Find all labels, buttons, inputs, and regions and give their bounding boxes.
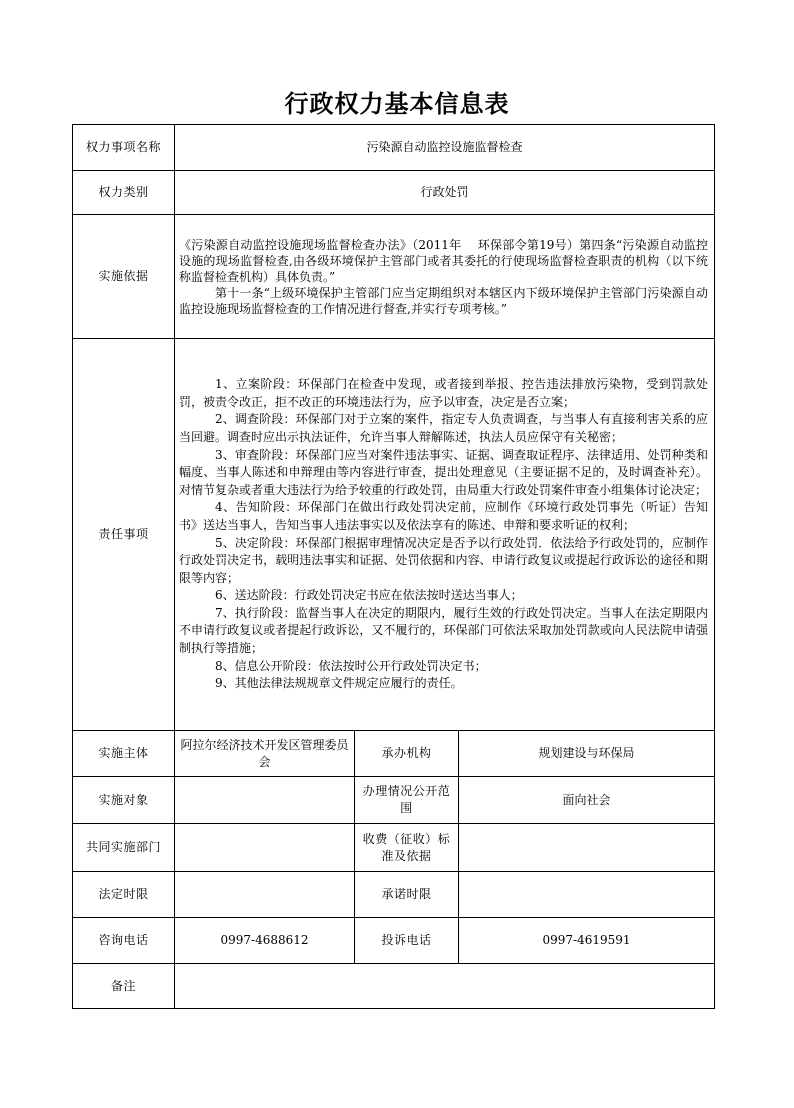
- duty-stage-5: 5、决定阶段：环保部门根据审理情况决定是否予以行政处罚．依法给予行政处罚的，应制作行政处罚决定书，载明违法事实和证据、处罚依据和内容、申请行政复议或提起行政诉讼的途径和期限等内容；: [179, 535, 709, 585]
- joint-departments-value: [175, 824, 355, 872]
- remarks-value: [175, 964, 715, 1009]
- promised-time-limit-value: [459, 872, 715, 918]
- fee-standard-label: 收费（征收）标准及依据: [355, 824, 459, 872]
- target-label: 实施对象: [73, 777, 175, 824]
- subject-value: 阿拉尔经济技术开发区管理委员会: [175, 731, 355, 777]
- target-value: [175, 777, 355, 824]
- duties-content: [175, 339, 715, 731]
- power-category-label: 权力类别: [73, 171, 175, 215]
- duty-stage-4: 4、告知阶段：环保部门在做出行政处罚决定前，应制作《环境行政处罚事先（听证）告知书》送达当事人，告知当事人违法事实以及依法享有的陈述、申辩和要求听证的权利；: [179, 500, 709, 532]
- row-time-limit: [73, 872, 715, 918]
- power-name-value: 污染源自动监控设施监督检查: [175, 125, 715, 171]
- complaint-phone-label: 投诉电话: [355, 918, 459, 964]
- duty-stage-2: 2、调查阶段：环保部门对于立案的案件，指定专人负责调查，与当事人有直接利害关系的应当回避。调查时应出示执法证件，允许当事人辩解陈述，执法人员应保守有关秘密；: [179, 412, 709, 444]
- row-power-name: [73, 125, 715, 171]
- row-joint: [73, 824, 715, 872]
- document-title: 行政权力基本信息表: [284, 89, 510, 118]
- duty-stage-8: 8、信息公开阶段：依法按时公开行政处罚决定书；: [215, 658, 487, 673]
- consult-phone-label: 咨询电话: [73, 918, 175, 964]
- duty-stage-3: 3、审查阶段：环保部门应当对案件违法事实、证据、调查取证程序、法律适用、处罚种类和幅度、当事人陈述和申辩理由等内容进行审查，提出处理意见（主要证据不足的，及时调查补充）。对情节复杂或者重大违法行为给予较重的行政处罚，由局重大行政处罚案件审查小组集体讨论决定；: [179, 447, 709, 497]
- info-table: [72, 124, 715, 1009]
- organizer-label: 承办机构: [355, 731, 459, 777]
- organizer-value: 规划建设与环保局: [459, 731, 715, 777]
- row-remarks: [73, 964, 715, 1009]
- power-name-label: 权力事项名称: [73, 125, 175, 171]
- joint-departments-label: 共同实施部门: [73, 824, 175, 872]
- basis-content: [175, 215, 715, 339]
- disclosure-scope-value: 面向社会: [459, 777, 715, 824]
- power-category-value: 行政处罚: [175, 171, 715, 215]
- legal-time-limit-value: [175, 872, 355, 918]
- subject-label: 实施主体: [73, 731, 175, 777]
- duty-stage-7: 7、执行阶段：监督当事人在决定的期限内，履行生效的行政处罚决定。当事人在法定期限内不申请行政复议或者提起行政诉讼，又不履行的，环保部门可依法采取加处罚款或向人民法院申请强制执行等措施；: [179, 605, 709, 656]
- duty-stage-9: 9、其他法律法规规章文件规定应履行的责任。: [215, 676, 463, 691]
- consult-phone-value: 0997-4688612: [175, 918, 355, 964]
- basis-label: 实施依据: [73, 215, 175, 339]
- complaint-phone-value: 0997-4619591: [459, 918, 715, 964]
- promised-time-limit-label: 承诺时限: [355, 872, 459, 918]
- duty-stage-1: 1、立案阶段：环保部门在检查中发现，或者接到举报、控告违法排放污染物，受到罚款处罚，被责令改正，拒不改正的环境违法行为，应予以审查，决定是否立案；: [179, 377, 709, 409]
- row-contact: [73, 918, 715, 964]
- fee-standard-value: [459, 824, 715, 872]
- duties-label: 责任事项: [73, 339, 175, 731]
- remarks-label: 备注: [73, 964, 175, 1009]
- legal-time-limit-label: 法定时限: [73, 872, 175, 918]
- row-duties: [73, 339, 715, 731]
- row-basis: [73, 215, 715, 339]
- row-subject: [73, 731, 715, 777]
- duty-stage-6: 6、送达阶段：行政处罚决定书应在依法按时送达当事人；: [215, 588, 523, 603]
- basis-paragraph-1: 《污染源自动监控设施现场监督检查办法》（2011年 环保部令第19号）第四条“污染源自动监控设施的现场监督检查,由各级环境保护主管部门或者其委托的行使现场监督检查职责的机构（以下统称监督检查机构）具体负责。”: [179, 237, 709, 284]
- row-target: [73, 777, 715, 824]
- row-power-category: [73, 171, 715, 215]
- disclosure-scope-label: 办理情况公开范围: [355, 777, 459, 824]
- basis-paragraph-2: 第十一条“上级环境保护主管部门应当定期组织对本辖区内下级环境保护主管部门污染源自动监控设施现场监督检查的工作情况进行督查,并实行专项考核。”: [179, 285, 709, 316]
